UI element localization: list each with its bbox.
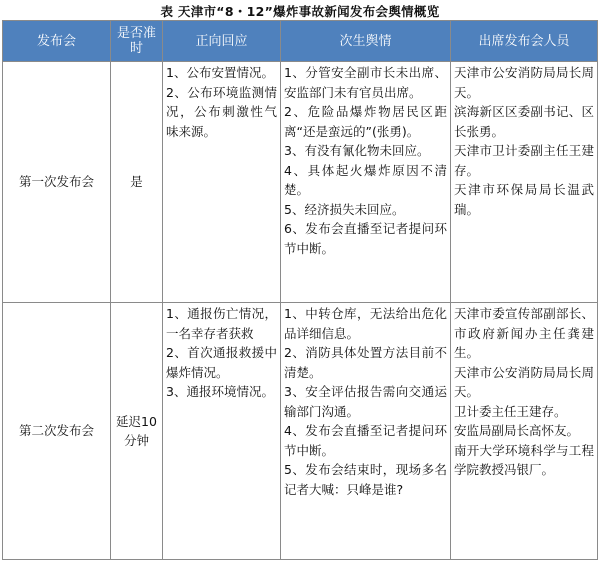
header-secondary: 次生舆情 [281,21,451,62]
header-row [3,21,598,62]
attendee-item: 卫计委主任王建存。 [454,403,567,419]
attendees-cell [451,303,598,560]
secondary-item: 3、安全评估报告需向交通运输部门沟通。 [284,384,447,419]
attendee-item: 滨海新区区委副书记、区长张勇。 [454,104,594,139]
on-time-cell: 是 [111,62,163,303]
header-positive: 正向回应 [163,21,281,62]
secondary-item: 1、分管安全副市长未出席、安监部门未有官员出席。 [284,65,447,100]
positive-cell [163,303,281,560]
table-row [3,303,598,560]
attendee-item: 南开大学环境科学与工程学院教授冯银厂。 [454,442,594,477]
attendee-item: 天津市卫计委副主任王建存。 [454,143,594,178]
session-cell: 第一次发布会 [3,62,111,303]
secondary-item: 4、发布会直播至记者提问环节中断。 [284,423,447,458]
positive-item: 3、通报环境情况。 [166,384,274,399]
attendee-item: 天津市公安消防局局长周天。 [454,364,594,399]
attendees-cell [451,62,598,303]
attendee-item: 天津市环保局局长温武瑞。 [454,182,594,217]
secondary-item: 2、消防具体处置方法目前不清楚。 [284,345,447,380]
table-title: 表 天津市“8・12”爆炸事故新闻发布会舆情概览 [160,4,440,19]
header-on-time: 是否准时 [111,21,163,62]
secondary-item: 5、发布会结束时，现场多名记者大喊：只峰是谁? [284,462,447,497]
secondary-item: 6、发布会直播至记者提问环节中断。 [284,221,447,256]
table-row [3,62,598,303]
positive-item: 1、公布安置情况。 [166,65,274,80]
secondary-cell [281,62,451,303]
attendee-item: 天津市公安消防局局长周天。 [454,65,594,100]
attendee-item: 天津市委宣传部副部长、市政府新闻办主任龚建生。 [454,306,594,360]
secondary-item: 5、经济损失未回应。 [284,201,405,217]
secondary-item: 3、有没有氰化物未回应。 [284,143,430,158]
header-attendees: 出席发布会人员 [451,21,598,62]
secondary-item: 4、具体起火爆炸原因不清楚。 [284,162,447,197]
header-session: 发布会 [3,21,111,62]
session-cell: 第二次发布会 [3,303,111,560]
positive-cell [163,62,281,303]
secondary-item: 2、危险品爆炸物居民区距离“还是蛮远的”(张勇)。 [284,104,447,139]
on-time-cell: 延迟10分钟 [111,303,163,560]
positive-item: 2、首次通报救援中爆炸情况。 [166,345,277,380]
secondary-cell [281,303,451,560]
positive-item: 2、公布环境监测情况，公布刺激性气味来源。 [166,84,277,139]
attendee-item: 安监局副局长高怀友。 [454,423,580,438]
positive-item: 1、通报伤亡情况，一名幸存者获救 [166,306,277,341]
press-conference-table [2,20,598,560]
secondary-item: 1、中转仓库，无法给出危化品详细信息。 [284,306,447,341]
